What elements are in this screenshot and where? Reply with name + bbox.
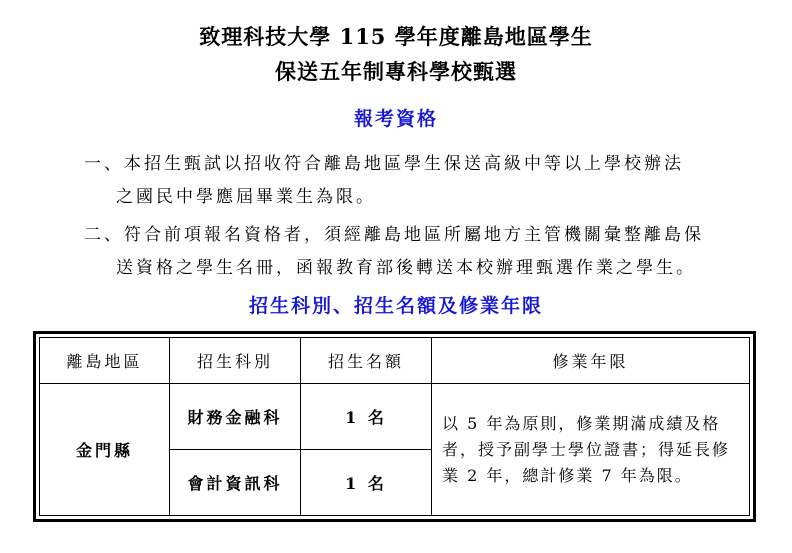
eligibility-item-1-line-2: 之國民中學應屆畢業生為限。 — [116, 187, 376, 207]
page-title-line-2: 保送五年制專科學校甄選 — [275, 59, 517, 84]
quota-cell: 1 名 — [301, 384, 432, 450]
department-cell: 會計資訊科 — [170, 450, 301, 516]
eligibility-item-1 — [84, 148, 724, 214]
quota-cell: 1 名 — [301, 450, 432, 516]
years-cell: 以 5 年為原則，修業期滿成績及格者，授予副學士學位證書；得延長修業 2 年，總計修業 7 年為限。 — [432, 384, 750, 516]
section-heading-eligibility: 報考資格 — [353, 108, 438, 130]
quota-table-frame — [33, 331, 756, 522]
section-heading-quota: 招生科別、招生名額及修業年限 — [248, 295, 543, 317]
header-quota: 招生名額 — [301, 338, 432, 384]
department-cell: 財務金融科 — [170, 384, 301, 450]
header-department: 招生科別 — [170, 338, 301, 384]
table-row — [40, 384, 750, 450]
header-years: 修業年限 — [432, 338, 750, 384]
eligibility-item-1-line-1: 一、本招生甄試以招收符合離島地區學生保送高級中等以上學校辦法 — [84, 154, 684, 174]
eligibility-item-2-line-2: 送資格之學生名冊，函報教育部後轉送本校辦理甄選作業之學生。 — [116, 258, 696, 278]
header-region: 離島地區 — [40, 338, 170, 384]
table-header-row — [40, 338, 750, 384]
quota-table — [39, 337, 750, 516]
page-title-line-1: 致理科技大學 115 學年度離島地區學生 — [199, 24, 593, 49]
eligibility-item-2-line-1: 二、符合前項報名資格者，須經離島地區所屬地方主管機關彙整離島保 — [84, 225, 704, 245]
eligibility-item-2 — [84, 219, 724, 285]
region-cell: 金門縣 — [40, 384, 170, 516]
